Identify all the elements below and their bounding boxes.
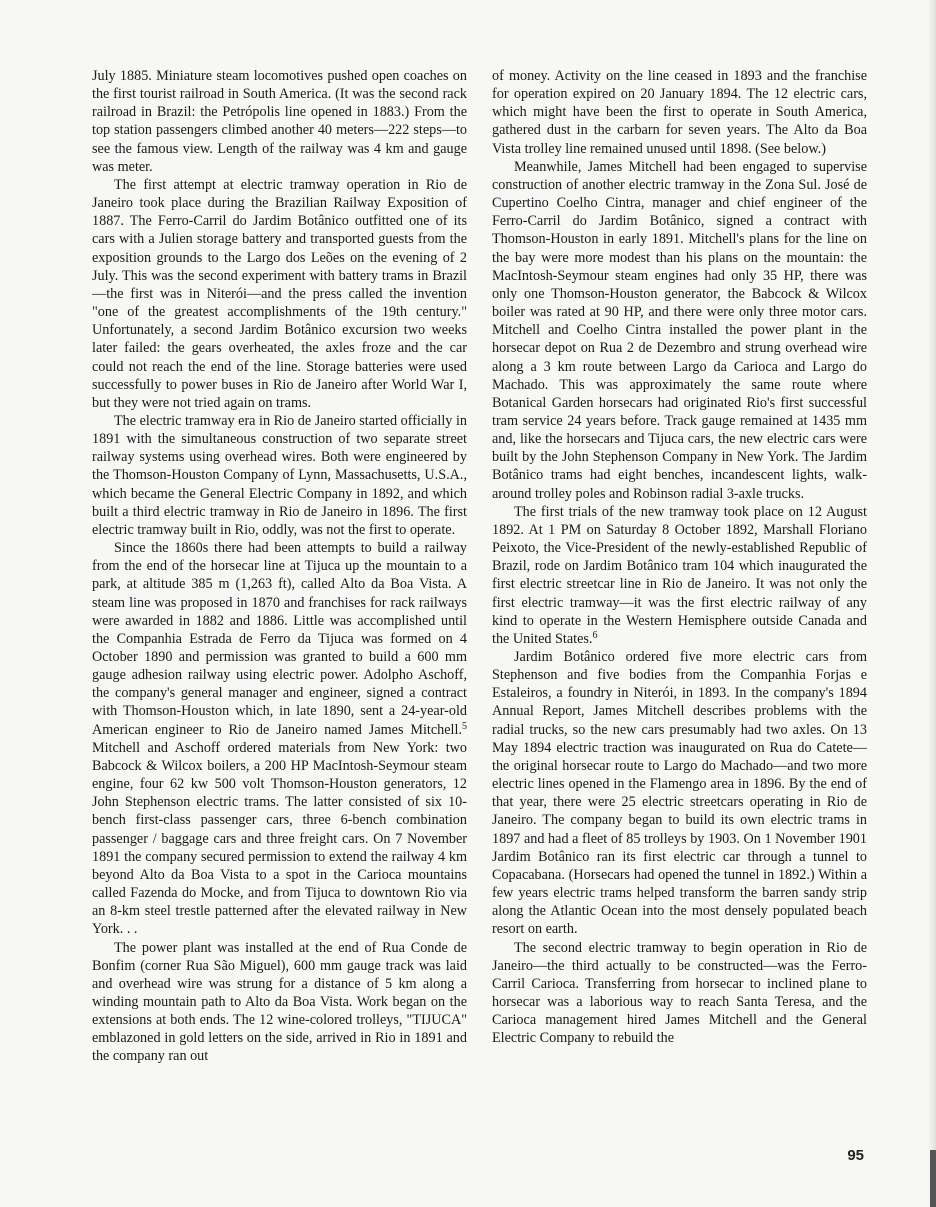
- paragraph: of money. Activity on the line ceased in 1893 and the franchise for operation expired on 20 January 1894. The 12 electric cars, which might have been the first to operate in South America, gathered dust in the carbarn for seven years. The Alto da Boa Vista trolley line remained unused until 1898. (See below.): [492, 68, 867, 157]
- left-column: [92, 67, 467, 1066]
- paragraph: The first attempt at electric tramway operation in Rio de Janeiro took place during the Brazilian Railway Exposition of 1887. The Ferro-Carril do Jardim Botânico outfitted one of its cars with a Julien storage battery and transported guests from the exposition grounds to the Largo dos Leões on the evening of 2 July. This was the second experiment with battery trams in Brazil—the first was in Niterói—and the press called the invention "one of the greatest accomplishments of the 19th century." Unfortunately, a second Jardim Botânico excursion two weeks later failed: the gears overheated, the axles froze and the car could not reach the end of the line. Storage batteries were used successfully to power buses in Rio de Janeiro after World War I, but they were not tried again on trams.: [92, 176, 467, 411]
- paragraph: The electric tramway era in Rio de Janeiro started officially in 1891 with the simultaneous construction of two separate street railway systems using overhead wires. Both were engineered by the Thomson-Houston Company of Lynn, Massachusetts, U.S.A., which became the General Electric Company in 1892, and which built a third electric tramway in Rio de Janeiro in 1896. The first electric tramway built in Rio, oddly, was not the first to operate.: [92, 412, 467, 538]
- paragraph: Jardim Botânico ordered five more electric cars from Stephenson and five bodies from the Companhia Forjas e Estaleiros, a foundry in Niterói, in 1893. In the company's 1894 Annual Report, James Mitchell describes problems with the radial trucks, so the new cars presumably had two axles. On 13 May 1894 electric traction was inaugurated on Rua do Catete—the original horsecar route to Largo do Machado—and two more electric lines opened in the Flamengo area in 1896. By the end of that year, there were 25 electric streetcars operating in Rio de Janeiro. The company began to build its own electric trams in 1897 and had a fleet of 85 trolleys by 1903. On 1 November 1901 Jardim Botânico ran its first electric car through a tunnel to Copacabana. (Horsecars had opened the tunnel in 1892.) Within a few years electric trams helped transform the barren sandy strip along the Atlantic Ocean into the most densely populated beach resort on earth.: [492, 649, 867, 938]
- paragraph-text: Mitchell and Aschoff ordered materials from New York: two Babcock & Wilcox boilers, a 200 HP MacIntosh-Seymour steam engine, four 62 kw 500 volt Thomson-Houston generators, 12 John Stephenson electric trams. The latter consisted of six 10-bench first-class passenger cars, three 6-bench combination passenger / baggage cars and three freight cars. On 7 November 1891 the company secured permission to extend the railway 4 km beyond Alto da Boa Vista to a spot in the Carioca mountains called Fazenda do Mocke, and from Tijuca to downtown Rio via an 8-km steel trestle patterned after the elevated railway in New York. . .: [92, 739, 467, 938]
- paragraph: Meanwhile, James Mitchell had been engaged to supervise construction of another electric tramway in the Zona Sul. José de Cupertino Coelho Cintra, manager and chief engineer of the Ferro-Carril do Jardim Botânico, signed a contract with Thomson-Houston in early 1891. Mitchell's plans for the line on the bay were more modest than his plans on the mountain: the MacIntosh-Seymour steam engines had only 35 HP, there was only one Thomson-Houston generator, the Babcock & Wilcox boiler was rated at 90 HP, and there were only three motor cars. Mitchell and Coelho Cintra installed the power plant in the horsecar depot on Rua 2 de Dezembro and strung overhead wire along a 3 km route between Largo da Carioca and Largo do Machado. This was approximately the same route where Botanical Garden horsecars had originated Rio's first successful tram service 24 years before. Track gauge remained at 1435 mm and, like the horsecars and Tijuca cars, the new electric cars were built by the John Stephenson Company in New York. The Jardim Botânico trams had eight benches, incandescent lights, walk-around trolley poles and Robinson radial 3-axle trucks.: [492, 158, 867, 502]
- paragraph: July 1885. Miniature steam locomotives pushed open coaches on the first tourist railroad in South America. (It was the second rack railroad in Brazil: the Petrópolis line opened in 1883.) From the top station passengers climbed another 40 meters—222 steps—to see the famous view. Length of the railway was 4 km and gauge was meter.: [92, 68, 467, 175]
- paragraph: [492, 503, 867, 648]
- paragraph: The power plant was installed at the end of Rua Conde de Bonfim (corner Rua São Miguel), 600 mm gauge track was laid and overhead wire was strung for a distance of 5 km along a winding mountain path to Alto da Boa Vista. Work began on the extensions at both ends. The 12 wine-colored trolleys, "TIJUCA" emblazoned in gold letters on the side, arrived in Rio in 1891 and the company ran out: [92, 939, 467, 1065]
- page-number: 95: [847, 1147, 864, 1164]
- page-edge-shadow: [928, 0, 936, 1207]
- paragraph: [92, 539, 467, 938]
- paragraph: The second electric tramway to begin operation in Rio de Janeiro—the third actually to be constructed—was the Ferro-Carril Carioca. Transferring from horsecar to inclined plane to horsecar was a laborious way to reach Santa Teresa, and the Carioca management hired James Mitchell and the General Electric Company to rebuild the: [492, 939, 867, 1047]
- right-column: [492, 67, 867, 1047]
- paragraph-text: Since the 1860s there had been attempts to build a railway from the end of the horsecar line at Tijuca up the mountain to a park, at altitude 385 m (1,263 ft), called Alto da Boa Vista. A steam line was proposed in 1870 and franchises for rack railways were awarded in 1882 and 1886. Little was accomplished until the Companhia Estrada de Ferro da Tijuca was formed on 4 October 1890 and permission was granted to build a 600 mm gauge adhesion railway using electric power. Adolpho Aschoff, the company's general manager and engineer, signed a contract with Thomson-Houston which, in late 1890, sent a 24-year-old American engineer to Rio de Janeiro named James Mitchell.: [92, 540, 467, 738]
- footnote-marker: 5: [462, 720, 467, 732]
- footnote-marker: 6: [592, 629, 598, 641]
- paragraph-text: The first trials of the new tramway took place on 12 August 1892. At 1 PM on Saturday 8 October 1892, Marshall Floriano Peixoto, the Vice-President of the newly-established Republic of Brazil, rode on Jardim Botânico tram 104 which inaugurated the first electric streetcar line in Rio de Janeiro. It was not only the first electric tramway—it was the first electric railway of any kind to operate in the Western Hemisphere outside Canada and the United States.: [492, 503, 867, 647]
- page-corner-mark: [930, 1150, 936, 1207]
